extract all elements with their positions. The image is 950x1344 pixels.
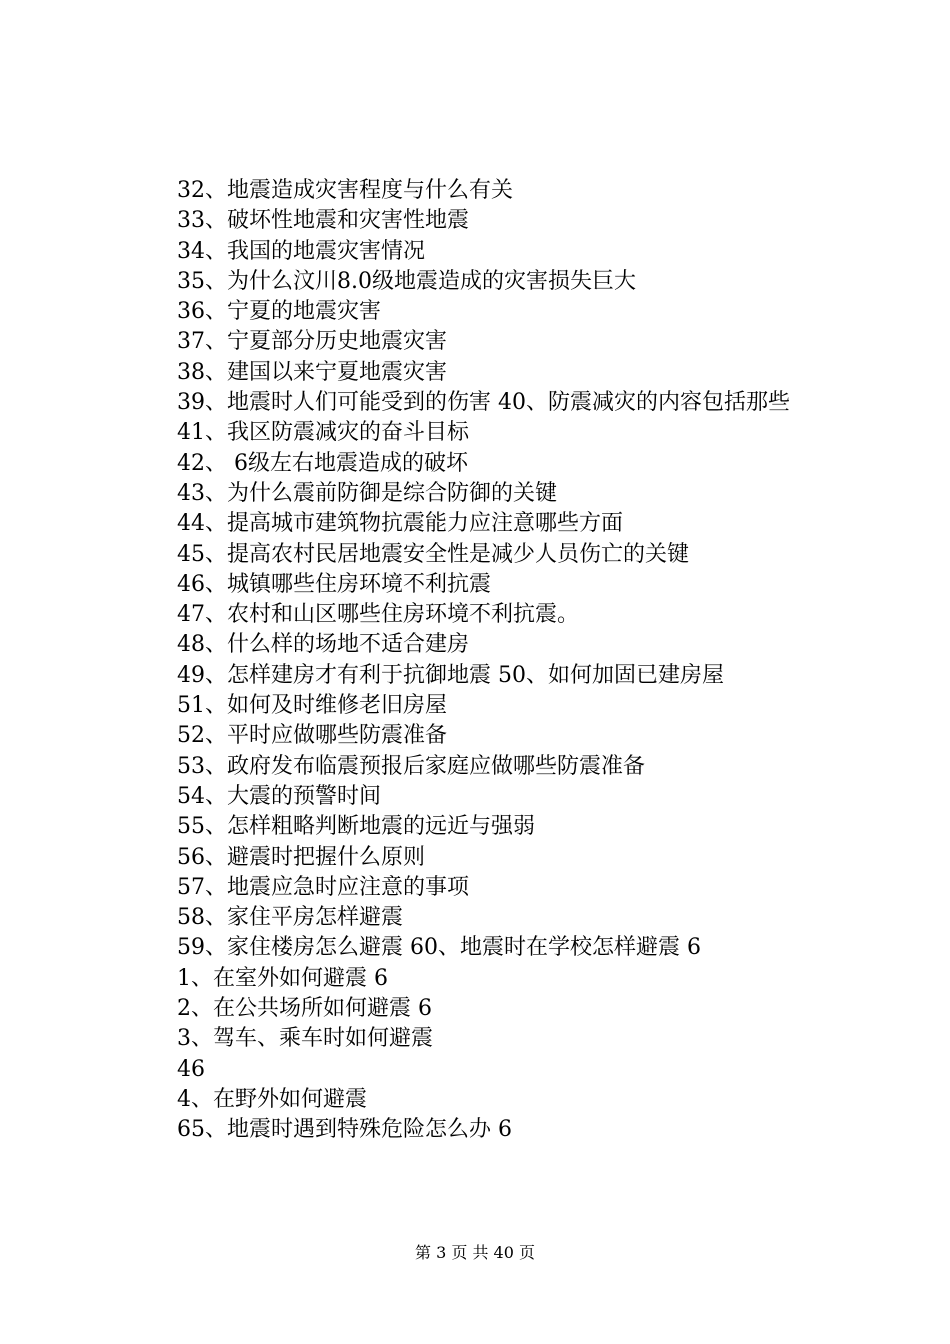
list-item: 44、提高城市建筑物抗震能力应注意哪些方面 — [177, 511, 623, 537]
list-item: 65、地震时遇到特殊危险怎么办 6 — [177, 1117, 512, 1143]
list-item: 54、大震的预警时间 — [177, 783, 381, 809]
list-item: 38、建国以来宁夏地震灾害 — [177, 359, 447, 385]
list-item: 4、在野外如何避震 — [177, 1086, 367, 1112]
list-item: 1、在室外如何避震 6 — [177, 965, 388, 991]
list-item: 3、驾车、乘车时如何避震 — [177, 1026, 433, 1052]
list-item: 32、地震造成灾害程度与什么有关 — [177, 178, 513, 203]
list-item: 57、地震应急时应注意的事项 — [177, 874, 469, 900]
list-item: 33、破坏性地震和灾害性地震 — [177, 208, 469, 234]
list-item-wrapped: 39、地震时人们可能受到的伤害 40、防震减灾的内容包括那些 — [177, 390, 790, 416]
list-item: 59、家住楼房怎么避震 60、地震时在学校怎样避震 6 — [177, 935, 701, 961]
list-item: 37、宁夏部分历史地震灾害 — [177, 329, 447, 355]
list-item: 49、怎样建房才有利于抗御地震 50、如何加固已建房屋 — [177, 662, 724, 688]
list-item: 58、家住平房怎样避震 — [177, 905, 403, 931]
page-number-label: 第 3 页 共 40 页 — [415, 1243, 535, 1262]
list-item: 46、城镇哪些住房环境不利抗震 — [177, 571, 491, 597]
list-item: 2、在公共场所如何避震 6 — [177, 996, 432, 1022]
list-item: 56、避震时把握什么原则 — [177, 844, 425, 870]
list-item: 46 — [177, 1056, 205, 1082]
page-footer — [0, 1243, 950, 1263]
list-item: 48、什么样的场地不适合建房 — [177, 632, 469, 658]
list-item: 55、怎样粗略判断地震的远近与强弱 — [177, 814, 535, 840]
list-item: 45、提高农村民居地震安全性是减少人员伤亡的关键 — [177, 541, 689, 567]
list-item: 47、农村和山区哪些住房环境不利抗震。 — [177, 602, 579, 628]
list-item: 43、为什么震前防御是综合防御的关键 — [177, 480, 557, 506]
list-item: 52、平时应做哪些防震准备 — [177, 723, 447, 749]
list-item: 41、我区防震减灾的奋斗目标 — [177, 420, 469, 446]
list-item: 51、如何及时维修老旧房屋 — [177, 693, 447, 719]
list-item: 35、为什么汶川8.0级地震造成的灾害损失巨大 — [177, 268, 636, 294]
list-item: 53、政府发布临震预报后家庭应做哪些防震准备 — [177, 753, 645, 779]
outline-list — [130, 176, 850, 1146]
list-item: 36、宁夏的地震灾害 — [177, 299, 381, 325]
list-item: 42、 6级左右地震造成的破坏 — [177, 450, 468, 476]
list-item: 34、我国的地震灾害情况 — [177, 238, 425, 264]
